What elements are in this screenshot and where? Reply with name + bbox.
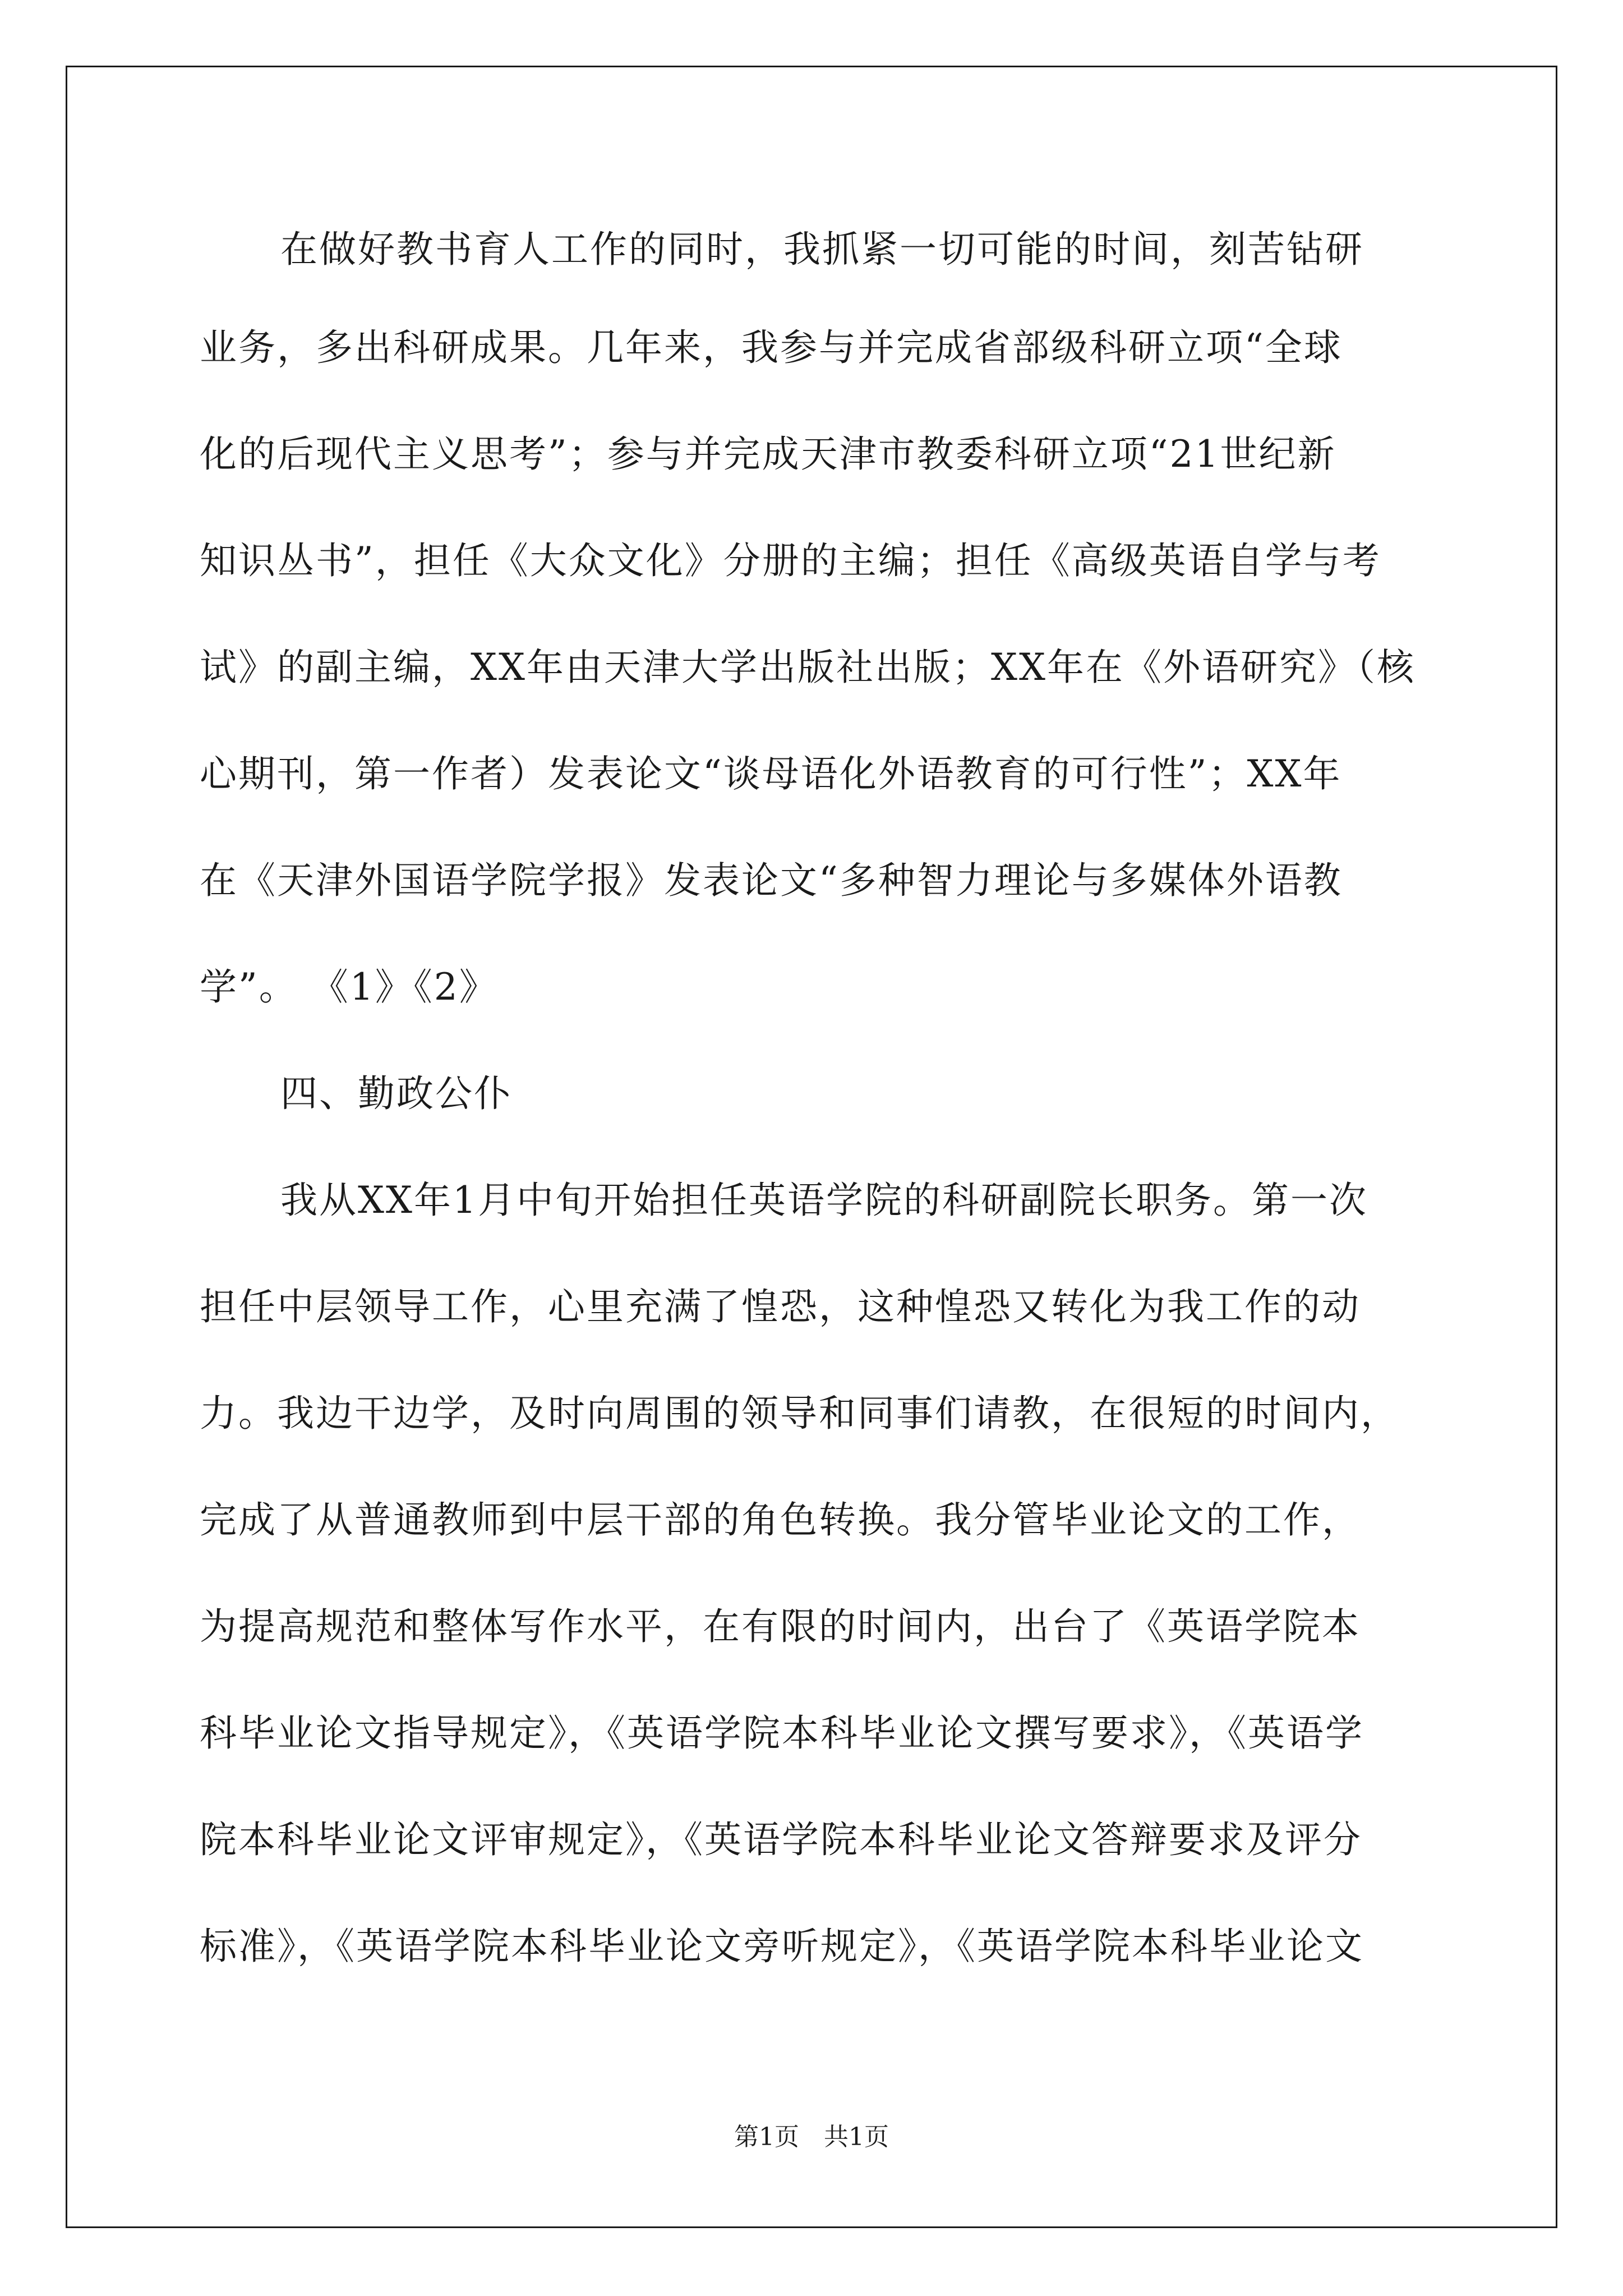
body-text-line: 心期刊，第一作者）发表论文“谈母语化外语教育的可行性”；XX年 [200, 752, 1342, 795]
body-text-line: 在《天津外国语学院学报》发表论文“多种智力理论与多媒体外语教 [200, 859, 1343, 902]
body-text-line: 院本科毕业论文评审规定》，《英语学院本科毕业论文答辩要求及评分 [200, 1818, 1362, 1861]
body-text-line: 知识丛书”，担任《大众文化》分册的主编；担任《高级英语自学与考 [200, 539, 1381, 582]
body-text-line: 在做好教书育人工作的同时，我抓紧一切可能的时间，刻苦钻研 [280, 228, 1364, 271]
body-text-line: 科毕业论文指导规定》，《英语学院本科毕业论文撰写要求》，《英语学 [200, 1711, 1364, 1755]
body-text-line: 完成了从普通教师到中层干部的角色转换。我分管毕业论文的工作， [200, 1498, 1361, 1542]
body-text-line: 力。我边干边学，及时向周围的领导和同事们请教，在很短的时间内， [200, 1392, 1399, 1435]
body-text-line: 试》的副主编，XX年由天津大学出版社出版；XX年在《外语研究》（核 [200, 646, 1415, 689]
body-text-line: 化的后现代主义思考”；参与并完成天津市教委科研立项“21世纪新 [200, 432, 1336, 476]
body-text-line: 担任中层领导工作，心里充满了惶恐，这种惶恐又转化为我工作的动 [200, 1285, 1361, 1328]
body-text-line: 为提高规范和整体写作水平，在有限的时间内，出台了《英语学院本 [200, 1605, 1361, 1648]
page-footer: 第1页 共1页 [734, 2123, 889, 2151]
body-text-line: 学”。 《1》《2》 [200, 965, 498, 1009]
body-text-line: 业务，多出科研成果。几年来，我参与并完成省部级科研立项“全球 [200, 326, 1343, 369]
page-border [66, 66, 1557, 2228]
body-text-line: 标准》，《英语学院本科毕业论文旁听规定》，《英语学院本科毕业论文 [200, 1925, 1364, 1968]
body-text-line: 我从XX年1月中旬开始担任英语学院的科研副院长职务。第一次 [280, 1179, 1368, 1222]
section-heading: 四、勤政公仆 [280, 1072, 513, 1115]
